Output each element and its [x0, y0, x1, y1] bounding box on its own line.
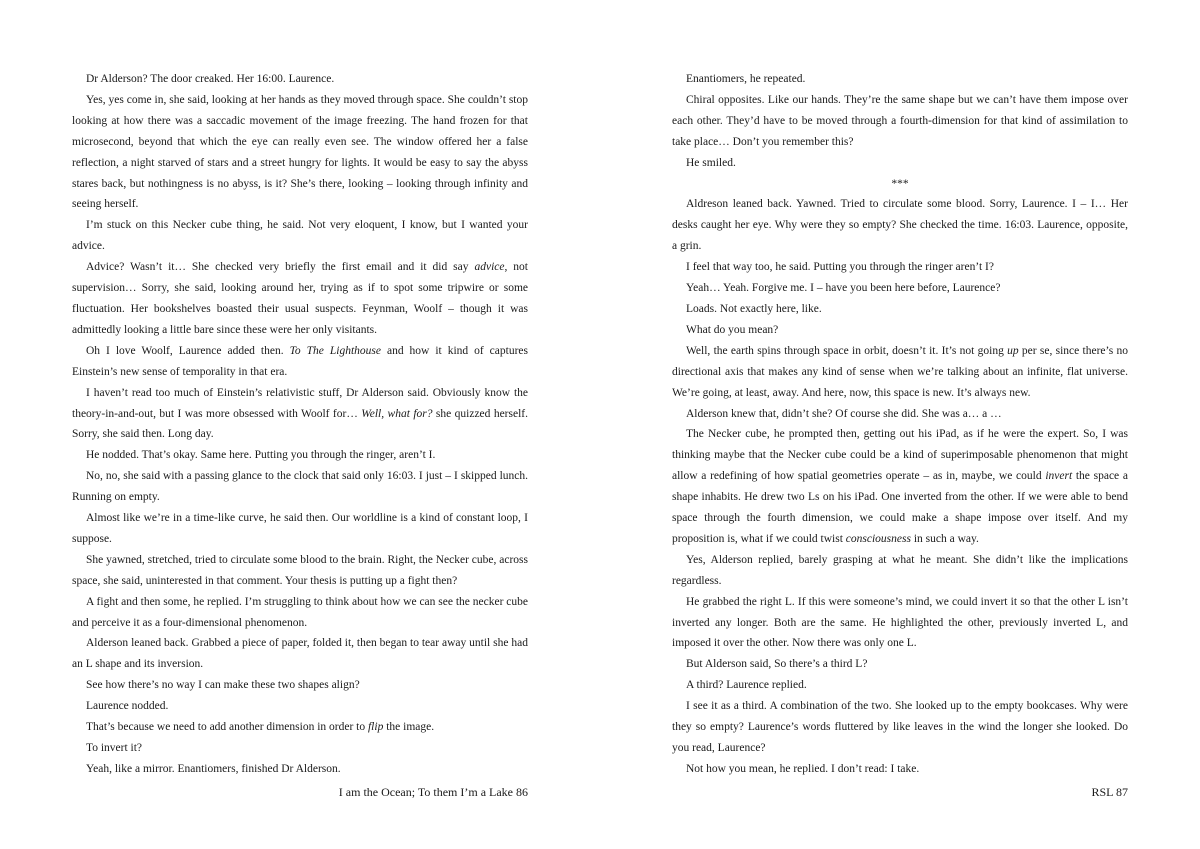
text-run: Almost like we’re in a time-like curve, he said then. Our worldline is a kind of constant loop, I suppose.: [72, 512, 528, 545]
paragraph: [72, 550, 528, 592]
text-run: To invert it?: [86, 742, 143, 754]
paragraph: [672, 550, 1128, 592]
paragraph: [72, 592, 528, 634]
right-page-footer: RSL 87: [1091, 785, 1128, 799]
text-run: Not how you mean, he replied. I don’t read: I take.: [686, 762, 920, 775]
text-run: the image.: [383, 721, 435, 734]
text-run: Well, the earth spins through space in orbit, doesn’t it. It’s not going: [686, 344, 1008, 357]
text-run: per se, since there’s no directional axis that makes any kind of sense when we’re talking about an infinite, flat universe. We’re going, at least, away. And here, now, this space is new. It’s always new.: [672, 344, 1129, 399]
text-run: the space a shape inhabits. He drew two Ls on his iPad. One inverted from the other. If we were able to bend space through the fourth dimension, we could make a shape impose over itself. And my proposition is, what if we could twist: [672, 470, 1128, 545]
text-run: Loads. Not exactly here, like.: [686, 302, 822, 315]
paragraph: [72, 675, 528, 696]
paragraph: [672, 90, 1128, 153]
section-break: [672, 174, 1128, 195]
text-run: Dr Alderson? The door creaked. Her 16:00. Laurence.: [86, 73, 335, 85]
paragraph: [672, 257, 1128, 278]
paragraph: [672, 69, 1128, 90]
text-run: Alderson leaned back. Grabbed a piece of paper, folded it, then began to tear away until she had an L shape and its inversion.: [72, 637, 528, 671]
paragraph: [672, 654, 1128, 675]
text-run: Laurence nodded.: [86, 700, 169, 713]
text-run: Yes, Alderson replied, barely grasping at what he meant. She didn’t like the implications regardless.: [672, 553, 1128, 587]
text-run: Alderson knew that, didn’t she? Of course she did. She was a… a …: [686, 407, 1002, 420]
paragraph: [72, 383, 528, 446]
text-run: Yeah… Yeah. Forgive me. I – have you been here before, Laurence?: [686, 282, 1001, 295]
text-run: Enantiomers, he repeated.: [686, 73, 806, 85]
text-run: and how it kind of captures Einstein’s new sense of temporality in that era.: [72, 344, 528, 378]
paragraph: [72, 738, 528, 759]
text-run: Aldreson leaned back. Yawned. Tried to circulate some blood. Sorry, Laurence. I – I… Her desks caught her eye. Why were they so empty? She checked the time. 16:03. Laurence, opposite, a grin.: [672, 198, 1128, 253]
paragraph: [672, 320, 1128, 341]
text-run: I haven’t read too much of Einstein’s relativistic stuff, Dr Alderson said. Obviously know the theory-in-and-out, but I was more obsessed with Woolf for…: [72, 386, 528, 420]
paragraph: [72, 90, 528, 215]
text-run: Chiral opposites. Like our hands. They’re the same shape but we can’t have them impose over each other. They’d have to be moved through a fourth-dimension for that kind of assimilation to take place… Don’t you remember this?: [672, 93, 1128, 148]
italic-text: invert: [1045, 470, 1073, 483]
right-page-body: [672, 69, 1128, 780]
paragraph: [72, 508, 528, 550]
paragraph: [672, 194, 1128, 257]
text-run: A third? Laurence replied.: [686, 679, 807, 692]
text-run: Advice? Wasn’t it… She checked very briefly the first email and it did say: [86, 261, 475, 274]
text-run: A fight and then some, he replied. I’m struggling to think about how we can see the necker cube and perceive it as a four-dimensional phenomenon.: [72, 595, 528, 629]
italic-text: consciousness: [845, 532, 911, 545]
text-run: I’m stuck on this Necker cube thing, he said. Not very eloquent, I know, but I wanted your advice.: [72, 219, 528, 253]
paragraph: [672, 592, 1128, 655]
paragraph: [672, 153, 1128, 174]
left-page-footer: I am the Ocean; To them I’m a Lake 86: [338, 785, 528, 799]
text-run: He nodded. That’s okay. Same here. Putting you through the ringer, aren’t I.: [86, 449, 436, 462]
text-run: , not supervision… Sorry, she said, looking around her, trying as if to spot some tripwire or some fluctuation. Her bookshelves boasted their usual suspects. Feynman, Woolf – though it was admittedly looking a little bare since these were her only visitants.: [72, 261, 529, 336]
italic-text: Well, what for?: [361, 407, 433, 420]
text-run: Yes, yes come in, she said, looking at her hands as they moved through space. She couldn’t stop looking at how there was a saccadic movement of the image freezing. The hand frozen for that microsecond, beyond that which the eye can really even see. The window offered her a false reflection, a night starved of stars and a street hungry for lights. It would be easy to say the abyss stares back, but nothingness is no abyss, is it? She’s there, looking – looking through infinity and seeing herself.: [72, 93, 528, 211]
paragraph: [672, 696, 1128, 759]
paragraph: [72, 257, 528, 341]
text-run: ***: [891, 177, 909, 190]
paragraph: [672, 675, 1128, 696]
paragraph: [672, 341, 1128, 404]
text-run: The Necker cube, he prompted then, getting out his iPad, as if he were the expert. So, I was thinking maybe that the Necker cube could be a kind of superimposable phenomenon that might allow a redefining of how spatial geometries operate – as in, maybe, we could: [672, 428, 1128, 483]
left-page-body: [72, 69, 528, 780]
paragraph: [72, 445, 528, 466]
paragraph: [72, 341, 528, 383]
text-run: But Alderson said, So there’s a third L?: [686, 658, 868, 671]
text-run: That’s because we need to add another dimension in order to: [86, 721, 368, 734]
text-run: in such a way.: [910, 532, 979, 545]
paragraph: [672, 404, 1128, 425]
text-run: He smiled.: [686, 156, 736, 169]
paragraph: [672, 759, 1128, 780]
paragraph: [72, 633, 528, 675]
text-run: What do you mean?: [686, 323, 779, 336]
paragraph: [72, 696, 528, 717]
text-run: See how there’s no way I can make these two shapes align?: [86, 679, 360, 692]
italic-text: flip: [367, 721, 384, 734]
text-run: She yawned, stretched, tried to circulate some blood to the brain. Right, the Necker cube, across space, she said, uninterested in that comment. Your thesis is putting up a fight then?: [72, 553, 528, 587]
paragraph: [72, 69, 528, 90]
paragraph: [672, 299, 1128, 320]
paragraph: [672, 424, 1128, 549]
text-run: Oh I love Woolf, Laurence added then.: [86, 344, 290, 357]
paragraph: [72, 759, 528, 780]
text-run: I feel that way too, he said. Putting you through the ringer aren’t I?: [686, 261, 994, 274]
text-run: No, no, she said with a passing glance to the clock that said only 16:03. I just – I skipped lunch. Running on empty.: [72, 470, 528, 504]
italic-text: up: [1007, 344, 1019, 357]
text-run: I see it as a third. A combination of the two. She looked up to the empty bookcases. Why were they so empty? Laurence’s words fluttered by like leaves in the wind the longer she looked. Do you read, Laurence?: [672, 700, 1128, 754]
text-run: Yeah, like a mirror. Enantiomers, finished Dr Alderson.: [86, 762, 341, 775]
text-run: she quizzed herself. Sorry, she said then. Long day.: [72, 407, 528, 441]
paragraph: [72, 717, 528, 738]
italic-text: To The Lighthouse: [289, 344, 381, 357]
paragraph: [72, 215, 528, 257]
paragraph: [672, 278, 1128, 299]
paragraph: [72, 466, 528, 508]
text-run: He grabbed the right L. If this were someone’s mind, we could invert it so that the other L isn’t inverted any longer. Both are the same. He highlighted the other, previously inverted L, and imposed it over the other. Now there was only one L.: [672, 595, 1128, 650]
italic-text: advice: [474, 261, 505, 274]
